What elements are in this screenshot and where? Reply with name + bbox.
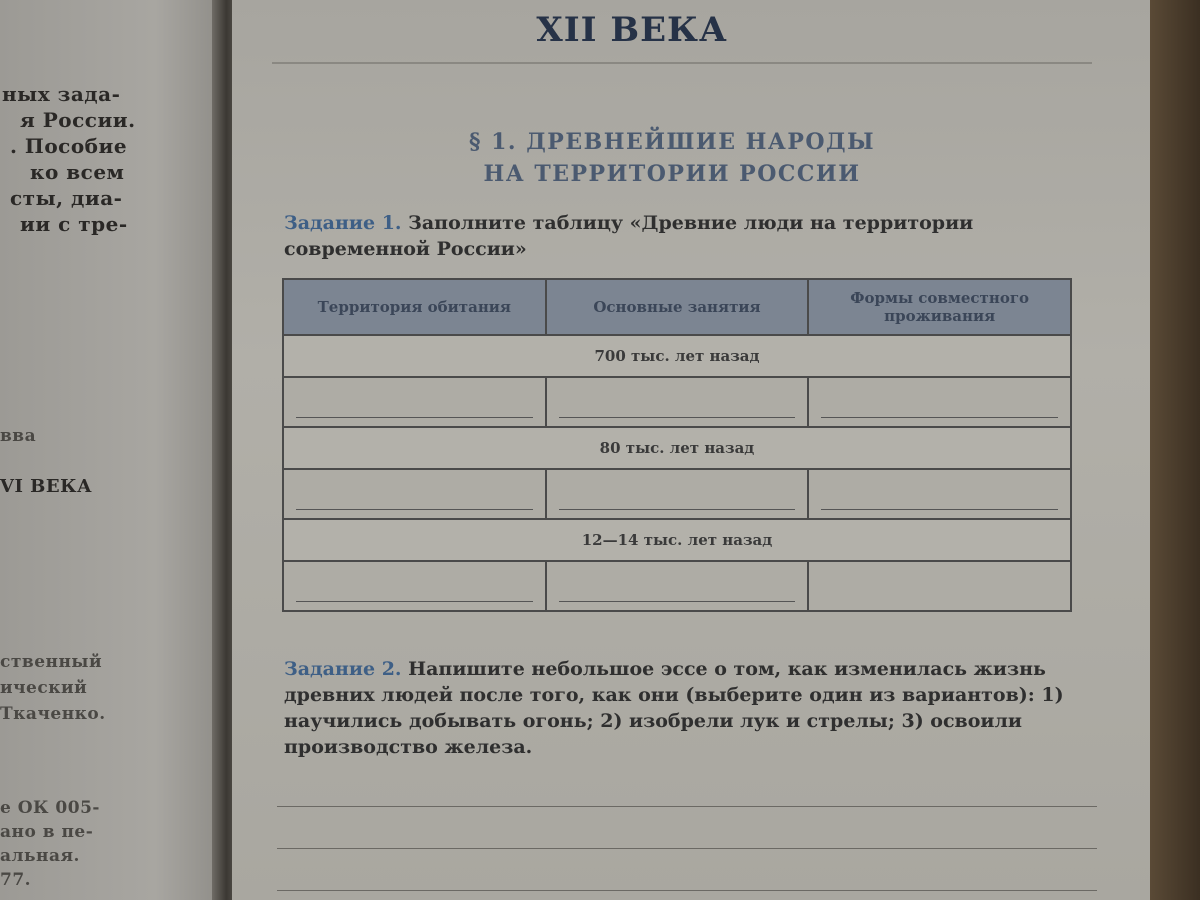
chapter-title: XII ВЕКА <box>536 10 728 50</box>
left-text-line: сты, диа- <box>10 186 123 210</box>
left-heading: VI ВЕКА <box>0 476 93 497</box>
left-text-line: вва <box>0 426 37 446</box>
left-text-line: . Пособие <box>10 134 128 158</box>
answer-line <box>559 509 796 510</box>
answer-cell[interactable] <box>546 377 809 427</box>
essay-answer-line[interactable] <box>277 890 1097 891</box>
table-row <box>283 377 1071 427</box>
answer-line <box>296 601 533 602</box>
essay-answer-line[interactable] <box>277 848 1097 849</box>
answer-cell[interactable] <box>808 377 1071 427</box>
section-title-line2: НА ТЕРРИТОРИИ РОССИИ <box>483 161 861 187</box>
left-text-line: ано в пе- <box>0 822 94 842</box>
left-text-line: ных зада- <box>2 82 121 106</box>
period-label: 80 тыс. лет назад <box>283 427 1071 469</box>
left-page <box>0 0 222 900</box>
left-text-line: Ткаченко. <box>0 704 106 724</box>
answer-cell[interactable] <box>808 561 1071 611</box>
task-2 <box>284 656 1074 760</box>
left-text-line: ии с тре- <box>20 212 128 236</box>
task-1-text: Заполните таблицу «Древние люди на территории современной России» <box>284 212 974 260</box>
answer-line <box>559 601 796 602</box>
period-label: 700 тыс. лет назад <box>283 335 1071 377</box>
table-row <box>283 561 1071 611</box>
left-text-line: я России. <box>20 108 136 132</box>
essay-answer-line[interactable] <box>277 806 1097 807</box>
left-text-line: альная. <box>0 846 80 866</box>
right-page <box>232 0 1150 900</box>
column-header: Территория обитания <box>283 279 546 335</box>
background-surface <box>1150 0 1200 900</box>
period-row <box>283 335 1071 377</box>
left-text-line: 77. <box>0 870 32 890</box>
period-label: 12—14 тыс. лет назад <box>283 519 1071 561</box>
answer-line <box>821 417 1058 418</box>
answer-cell[interactable] <box>283 469 546 519</box>
answer-cell[interactable] <box>283 561 546 611</box>
left-text-line: ко всем <box>30 160 125 184</box>
section-title-line1: § 1. ДРЕВНЕЙШИЕ НАРОДЫ <box>468 129 876 155</box>
answer-line <box>559 417 796 418</box>
task-2-text: Напишите небольшое эссе о том, как изменилась жизнь древних людей после того, как они (выберите один из вариантов): 1) научились добывать огонь; 2) изобрели лук и стрелы; 3) освоили производство железа. <box>284 658 1064 758</box>
left-text-line: ственный <box>0 652 103 672</box>
answer-cell[interactable] <box>283 377 546 427</box>
answer-cell[interactable] <box>546 469 809 519</box>
table-row <box>283 469 1071 519</box>
answer-line <box>296 417 533 418</box>
answer-line <box>296 509 533 510</box>
column-header: Формы совместного проживания <box>808 279 1071 335</box>
column-header: Основные занятия <box>546 279 809 335</box>
answer-cell[interactable] <box>546 561 809 611</box>
section-title <box>412 126 932 190</box>
period-row <box>283 427 1071 469</box>
task-1-label: Задание 1. <box>284 212 402 234</box>
header-rule <box>272 62 1092 64</box>
answer-cell[interactable] <box>808 469 1071 519</box>
ancient-people-table <box>282 278 1072 612</box>
left-text-line: е ОК 005- <box>0 798 100 818</box>
period-row <box>283 519 1071 561</box>
table-header-row <box>283 279 1071 335</box>
task-2-label: Задание 2. <box>284 658 402 680</box>
task-1 <box>284 210 1074 262</box>
answer-line <box>821 509 1058 510</box>
left-text-line: ический <box>0 678 88 698</box>
